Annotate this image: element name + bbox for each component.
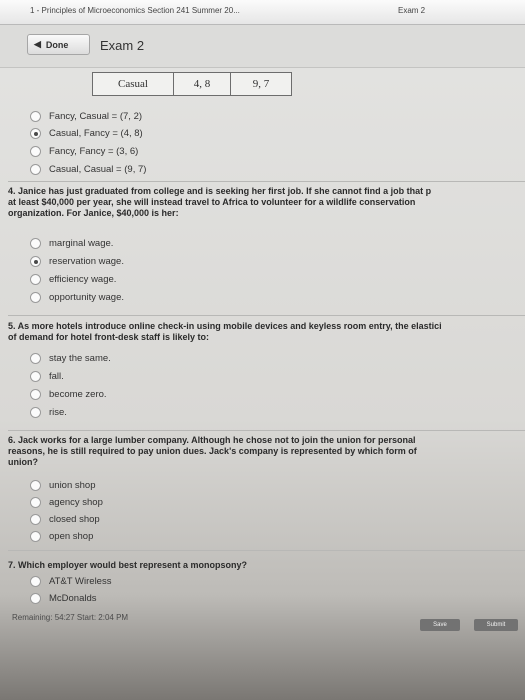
radio-button-selected[interactable]	[30, 256, 41, 267]
payoff-row-label: Casual	[93, 73, 174, 96]
question-7-text	[8, 560, 525, 571]
option-label: union shop	[49, 480, 96, 491]
question-divider	[8, 550, 525, 551]
radio-button[interactable]	[30, 576, 41, 587]
option-label: marginal wage.	[49, 238, 114, 249]
q7-option[interactable]	[30, 576, 111, 587]
radio-button[interactable]	[30, 274, 41, 285]
question-line: reasons, he is still required to pay union dues. Jack's company is represented by which form of	[8, 446, 417, 456]
browser-tab-bar	[0, 0, 525, 25]
radio-button[interactable]	[30, 593, 41, 604]
page-title: Exam 2	[100, 38, 145, 53]
submit-button[interactable]: Submit	[474, 619, 518, 631]
question-4-text	[8, 186, 525, 219]
q6-option[interactable]	[30, 531, 93, 542]
payoff-row	[93, 73, 292, 96]
option-label: open shop	[49, 531, 94, 542]
q3-option[interactable]	[30, 111, 142, 122]
q4-option[interactable]	[30, 274, 116, 285]
q6-option[interactable]	[30, 480, 95, 491]
radio-button[interactable]	[30, 164, 41, 175]
option-label: reservation wage.	[49, 256, 124, 267]
radio-button[interactable]	[30, 238, 41, 249]
radio-button[interactable]	[30, 292, 41, 303]
question-divider	[8, 181, 525, 182]
question-6-text	[8, 435, 525, 468]
question-line: 6. Jack works for a large lumber company. Although he chose not to join the union for personal	[8, 435, 416, 445]
option-label: McDonalds	[49, 593, 97, 604]
exam-nav-bar	[0, 25, 525, 68]
radio-button[interactable]	[30, 111, 41, 122]
q3-option[interactable]	[30, 146, 138, 157]
q4-option[interactable]	[30, 256, 124, 267]
question-line: at least $40,000 per year, she will instead travel to Africa to volunteer for a wildlife conservation	[8, 197, 416, 207]
option-label: become zero.	[49, 389, 107, 400]
option-label: AT&T Wireless	[49, 576, 112, 587]
option-label: stay the same.	[49, 353, 111, 364]
done-button[interactable]	[27, 34, 90, 55]
option-label: Fancy, Casual = (7, 2)	[49, 111, 143, 122]
radio-button[interactable]	[30, 146, 41, 157]
q3-option[interactable]	[30, 128, 143, 139]
q6-option[interactable]	[30, 514, 100, 525]
radio-button[interactable]	[30, 480, 41, 491]
payoff-cell: 4, 8	[174, 73, 231, 96]
radio-button[interactable]	[30, 407, 41, 418]
payoff-cell: 9, 7	[231, 73, 292, 96]
q4-option[interactable]	[30, 292, 124, 303]
question-line: union?	[8, 457, 38, 467]
q5-option[interactable]	[30, 407, 67, 418]
question-line: 5. As more hotels introduce online check-in using mobile devices and keyless room entry, the elastici	[8, 321, 442, 331]
q5-option[interactable]	[30, 371, 64, 382]
browser-tab-course[interactable]: 1 - Principles of Microeconomics Section 241 Summer 20...	[30, 6, 240, 15]
question-line: 7. Which employer would best represent a monopsony?	[8, 560, 248, 570]
radio-button[interactable]	[30, 514, 41, 525]
question-line: organization. For Janice, $40,000 is her:	[8, 208, 179, 218]
option-label: Casual, Casual = (9, 7)	[49, 164, 147, 175]
payoff-table	[92, 72, 292, 96]
question-5-text	[8, 321, 525, 343]
question-line: of demand for hotel front-desk staff is likely to:	[8, 332, 210, 342]
question-list	[0, 68, 525, 700]
radio-button-selected[interactable]	[30, 128, 41, 139]
option-label: Fancy, Fancy = (3, 6)	[49, 146, 139, 157]
radio-button[interactable]	[30, 371, 41, 382]
q4-option[interactable]	[30, 238, 113, 249]
save-button[interactable]: Save	[420, 619, 460, 631]
question-divider	[8, 430, 525, 431]
radio-button[interactable]	[30, 531, 41, 542]
done-button-label: Done	[45, 39, 69, 50]
option-label: efficiency wage.	[49, 274, 117, 285]
option-label: fall.	[49, 371, 64, 382]
time-remaining: Remaining: 54:27 Start: 2:04 PM	[12, 613, 129, 622]
question-line: 4. Janice has just graduated from college and is seeking her first job. If she cannot find a job that p	[8, 186, 432, 196]
q5-option[interactable]	[30, 353, 111, 364]
q6-option[interactable]	[30, 497, 103, 508]
option-label: Casual, Fancy = (4, 8)	[49, 128, 143, 139]
q7-option[interactable]	[30, 593, 97, 604]
q5-option[interactable]	[30, 389, 107, 400]
option-label: closed shop	[49, 514, 100, 525]
radio-button[interactable]	[30, 497, 41, 508]
radio-button[interactable]	[30, 353, 41, 364]
option-label: rise.	[49, 407, 67, 418]
radio-button[interactable]	[30, 389, 41, 400]
question-divider	[8, 315, 525, 316]
back-arrow-icon: ◀	[34, 39, 41, 49]
browser-tab-exam[interactable]: Exam 2	[398, 6, 426, 15]
q3-option[interactable]	[30, 164, 146, 175]
option-label: agency shop	[49, 497, 103, 508]
option-label: opportunity wage.	[49, 292, 124, 303]
